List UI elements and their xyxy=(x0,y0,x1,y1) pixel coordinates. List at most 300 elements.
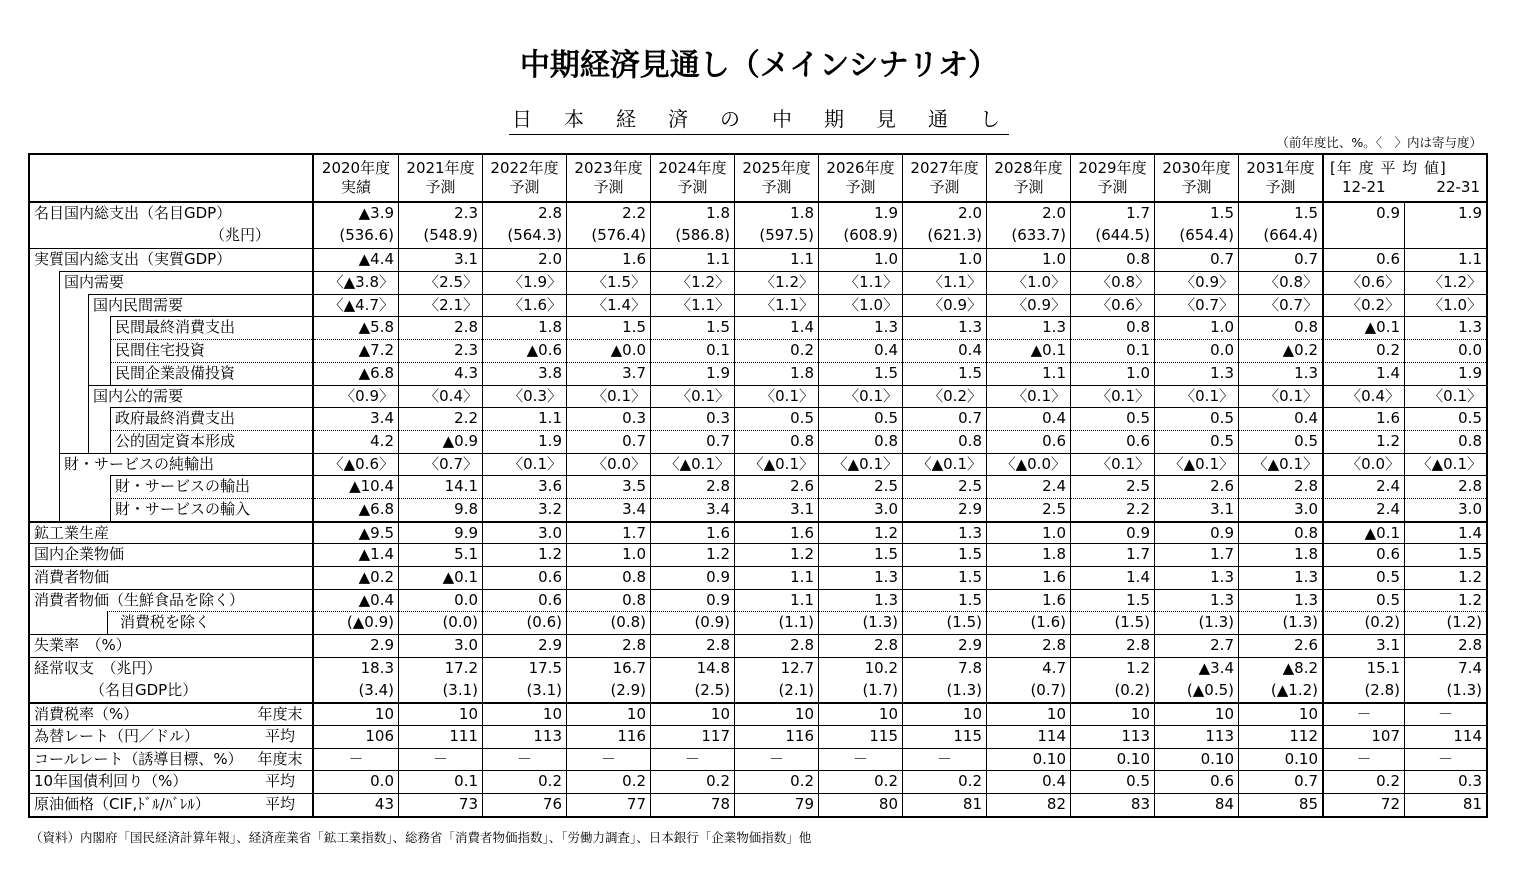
value-cell xyxy=(1070,543,1154,566)
value: 73 xyxy=(458,794,478,813)
value: 2.8 xyxy=(622,636,646,655)
value: 0.9 xyxy=(706,590,730,609)
value-cell xyxy=(902,339,986,362)
value-cell xyxy=(566,543,650,566)
value: 2.6 xyxy=(1294,636,1318,655)
value: 0.5 xyxy=(1210,409,1234,428)
value: 10 xyxy=(626,705,646,724)
row-label-box xyxy=(110,475,312,498)
value-cell xyxy=(566,793,650,816)
row-label-cell xyxy=(30,521,314,544)
value-cell xyxy=(1238,294,1322,317)
average-cell xyxy=(1404,657,1486,702)
value-cell xyxy=(482,702,566,725)
value: 3.8 xyxy=(538,363,562,382)
value-cell xyxy=(1154,339,1238,362)
value-cell xyxy=(1238,702,1322,725)
value-cell xyxy=(734,407,818,430)
row-label-cell xyxy=(30,498,314,521)
value-cell xyxy=(314,566,398,589)
row-label-box xyxy=(110,430,312,453)
average-value: (0.2) xyxy=(1364,613,1400,632)
value: ▲0.1 xyxy=(442,568,478,587)
row-label-box xyxy=(30,521,312,544)
value-cell xyxy=(566,430,650,453)
row-label-cell xyxy=(30,770,314,793)
value-cell xyxy=(650,294,734,317)
average-cell xyxy=(1404,339,1486,362)
average-cell xyxy=(1322,498,1404,521)
estimate-type-label: 予測 xyxy=(1013,178,1044,196)
value-cell xyxy=(986,566,1070,589)
value-cell xyxy=(1070,294,1154,317)
value: 85 xyxy=(1298,794,1318,813)
value-cell xyxy=(734,634,818,657)
average-cell xyxy=(1322,316,1404,339)
value-cell xyxy=(650,316,734,339)
value: 115 xyxy=(953,726,982,745)
value: 78 xyxy=(710,794,730,813)
average-cell xyxy=(1322,521,1404,544)
row-label-box xyxy=(30,702,312,725)
value-cell xyxy=(902,407,986,430)
value: 〈1.9〉 xyxy=(508,273,562,292)
indent-line xyxy=(88,339,89,362)
value: 3.1 xyxy=(1210,499,1234,518)
average-value: 3.1 xyxy=(1376,636,1400,655)
sub-value: (548.9) xyxy=(423,226,478,244)
indent-line xyxy=(59,339,60,362)
row-label: 10年国債利回り（%） xyxy=(34,772,188,791)
average-cell xyxy=(1322,611,1404,634)
value: 1.5 xyxy=(1210,204,1234,222)
value: (1.3) xyxy=(1198,613,1234,632)
value-cell xyxy=(1238,498,1322,521)
average-cell xyxy=(1322,248,1404,271)
value-cell xyxy=(734,793,818,816)
value-cell xyxy=(818,294,902,317)
value: 0.9 xyxy=(706,568,730,587)
value: 〈0.9〉 xyxy=(1180,273,1234,292)
average-value: 2.8 xyxy=(1458,636,1482,655)
value: 〈0.8〉 xyxy=(1264,273,1318,292)
value: ▲7.2 xyxy=(358,341,394,360)
value: 2.5 xyxy=(1126,477,1150,496)
table-row xyxy=(30,657,1486,702)
value-cell xyxy=(734,248,818,271)
sub-value: (536.6) xyxy=(339,226,394,244)
value: 2.9 xyxy=(538,636,562,655)
value-cell xyxy=(314,316,398,339)
value: 2.8 xyxy=(706,477,730,496)
estimate-type-label: 予測 xyxy=(761,178,792,196)
average-value: 1.2 xyxy=(1458,590,1482,609)
value-cell xyxy=(566,770,650,793)
value: 10 xyxy=(794,705,814,724)
table-row xyxy=(30,498,1486,521)
value: 116 xyxy=(617,726,646,745)
row-label-cell xyxy=(30,725,314,748)
value-cell xyxy=(398,725,482,748)
value: 113 xyxy=(1121,726,1150,745)
value-cell xyxy=(398,634,482,657)
average-cell xyxy=(1404,362,1486,385)
value-cell xyxy=(314,407,398,430)
value-cell xyxy=(650,725,734,748)
value-cell xyxy=(734,611,818,634)
value: 117 xyxy=(701,726,730,745)
value-cell xyxy=(398,271,482,294)
sub-value: (3.1) xyxy=(442,680,478,699)
value: 2.9 xyxy=(958,636,982,655)
value-cell xyxy=(818,203,902,248)
value-cell xyxy=(482,543,566,566)
value: (0.8) xyxy=(610,613,646,632)
value-cell xyxy=(482,453,566,476)
value-cell xyxy=(566,407,650,430)
value: 76 xyxy=(542,794,562,813)
average-value: 0.0 xyxy=(1458,341,1482,360)
value-cell xyxy=(902,725,986,748)
average-value: 〈1.0〉 xyxy=(1428,295,1482,314)
row-label-cell xyxy=(30,543,314,566)
value: (0.9) xyxy=(694,613,730,632)
value: 〈1.0〉 xyxy=(1012,273,1066,292)
value: 〈2.1〉 xyxy=(424,295,478,314)
value-cell xyxy=(1154,725,1238,748)
value-cell xyxy=(986,362,1070,385)
average-cell xyxy=(1322,770,1404,793)
value-cell xyxy=(566,521,650,544)
indent-line xyxy=(59,475,60,498)
value-cell xyxy=(734,385,818,408)
value-cell xyxy=(482,748,566,771)
value: 83 xyxy=(1130,794,1150,813)
value: 1.3 xyxy=(874,568,898,587)
value: 0.7 xyxy=(706,431,730,450)
value: 115 xyxy=(869,726,898,745)
value-cell xyxy=(314,271,398,294)
value-cell xyxy=(734,430,818,453)
value: 1.5 xyxy=(958,568,982,587)
average-value: 0.6 xyxy=(1376,250,1400,269)
average-value: 0.5 xyxy=(1376,590,1400,609)
average-value: 114 xyxy=(1453,726,1482,745)
row-label-box xyxy=(30,543,312,566)
value: ▲8.2 xyxy=(1282,658,1318,677)
value-cell xyxy=(1154,521,1238,544)
value: 1.1 xyxy=(790,590,814,609)
value-cell xyxy=(902,702,986,725)
value-cell xyxy=(650,657,734,702)
row-label: 原油価格（CIF,ﾄﾞﾙ/ﾊﾞﾚﾙ） xyxy=(34,794,210,813)
value: ▲5.8 xyxy=(358,318,394,337)
value: 1.3 xyxy=(874,318,898,337)
value-cell xyxy=(398,316,482,339)
value: 0.7 xyxy=(1294,250,1318,269)
value-cell xyxy=(566,453,650,476)
value-cell xyxy=(1070,339,1154,362)
value: 17.2 xyxy=(444,658,478,677)
value: ▲0.1 xyxy=(1030,341,1066,360)
value-cell xyxy=(566,702,650,725)
value-cell xyxy=(818,748,902,771)
value-cell xyxy=(1070,475,1154,498)
value: 1.0 xyxy=(1042,250,1066,269)
value: 1.6 xyxy=(1042,590,1066,609)
value: ▲3.9 xyxy=(358,204,394,222)
value-cell xyxy=(734,702,818,725)
value-cell xyxy=(398,793,482,816)
fiscal-year-label: 2024年度 xyxy=(658,159,727,177)
value: 3.0 xyxy=(538,523,562,542)
value-cell xyxy=(398,702,482,725)
value: 0.6 xyxy=(538,568,562,587)
page-title: 中期経済見通し（メインシナリオ） xyxy=(519,48,999,83)
value-cell xyxy=(902,316,986,339)
table-row xyxy=(30,294,1486,317)
row-label-cell xyxy=(30,407,314,430)
value-cell xyxy=(482,203,566,248)
value: 1.8 xyxy=(538,318,562,337)
value: 2.4 xyxy=(1042,477,1066,496)
value: 0.3 xyxy=(706,409,730,428)
value: 3.0 xyxy=(454,636,478,655)
value-cell xyxy=(650,748,734,771)
average-cell xyxy=(1404,271,1486,294)
table-row xyxy=(30,611,1486,634)
value-cell xyxy=(1154,702,1238,725)
average-cell xyxy=(1404,316,1486,339)
value-cell xyxy=(1070,407,1154,430)
value: 1.1 xyxy=(1042,363,1066,382)
table-row xyxy=(30,407,1486,430)
source-note: （資料）内閣府「国民経済計算年報」、経済産業省「鉱工業指数」、総務省「消費者物価指数」、「労働力調査」、日本銀行「企業物価指数」他 xyxy=(30,830,812,845)
value-cell xyxy=(986,702,1070,725)
value-cell xyxy=(734,589,818,612)
value-cell xyxy=(314,657,398,702)
value-cell xyxy=(1154,589,1238,612)
value: 3.2 xyxy=(538,499,562,518)
value: 3.0 xyxy=(874,499,898,518)
value: 0.4 xyxy=(958,341,982,360)
value-cell xyxy=(734,770,818,793)
value-cell xyxy=(902,611,986,634)
value: 2.6 xyxy=(1210,477,1234,496)
value: 1.7 xyxy=(1126,204,1150,222)
value: 10 xyxy=(542,705,562,724)
value: 0.7 xyxy=(622,431,646,450)
value: 12.7 xyxy=(780,658,814,677)
value: 3.0 xyxy=(1294,499,1318,518)
value: 1.1 xyxy=(706,250,730,269)
average-cell xyxy=(1322,475,1404,498)
sub-value: (0.7) xyxy=(1030,680,1066,699)
average-value: 0.2 xyxy=(1376,772,1400,791)
average-cell xyxy=(1322,634,1404,657)
value-cell xyxy=(398,430,482,453)
value: 1.2 xyxy=(790,545,814,564)
value-cell xyxy=(650,702,734,725)
average-cell xyxy=(1322,725,1404,748)
table-row xyxy=(30,634,1486,657)
value: ▲0.0 xyxy=(610,341,646,360)
average-cell xyxy=(1404,248,1486,271)
value: ▲0.9 xyxy=(442,431,478,450)
table-row xyxy=(30,589,1486,612)
average-cell xyxy=(1322,589,1404,612)
value: － xyxy=(684,749,700,768)
row-label-box xyxy=(30,203,312,248)
value-cell xyxy=(650,498,734,521)
row-label-box xyxy=(88,385,312,408)
value: 〈1.1〉 xyxy=(928,273,982,292)
value-cell xyxy=(1154,407,1238,430)
value: 2.8 xyxy=(538,204,562,222)
indent-line xyxy=(59,362,60,385)
value: 〈▲0.1〉 xyxy=(664,454,730,473)
value: 14.1 xyxy=(444,477,478,496)
value-cell xyxy=(734,453,818,476)
value: 0.8 xyxy=(622,590,646,609)
value-cell xyxy=(1154,770,1238,793)
value: 0.8 xyxy=(874,431,898,450)
value-cell xyxy=(314,634,398,657)
average-cell xyxy=(1322,657,1404,702)
value-cell xyxy=(314,385,398,408)
value-cell xyxy=(818,453,902,476)
value-cell xyxy=(818,702,902,725)
year-header-cell xyxy=(314,155,398,201)
value-cell xyxy=(398,385,482,408)
average-value: 1.6 xyxy=(1376,409,1400,428)
indent-line xyxy=(59,498,60,521)
sub-value: (621.3) xyxy=(927,226,982,244)
estimate-type-label: 予測 xyxy=(1097,178,1128,196)
value: 0.1 xyxy=(706,341,730,360)
value-cell xyxy=(734,521,818,544)
value-cell xyxy=(1154,271,1238,294)
value: 〈0.9〉 xyxy=(1012,295,1066,314)
estimate-type-label: 予測 xyxy=(677,178,708,196)
value-cell xyxy=(1070,362,1154,385)
average-value: 1.2 xyxy=(1458,568,1482,587)
row-label-cell xyxy=(30,657,314,702)
value-cell xyxy=(902,543,986,566)
row-label: 民間企業設備投資 xyxy=(115,363,236,382)
table-row xyxy=(30,430,1486,453)
value: 111 xyxy=(449,726,478,745)
value: 0.9 xyxy=(1126,523,1150,542)
value: 82 xyxy=(1046,794,1066,813)
value: 5.1 xyxy=(454,545,478,564)
value: 1.5 xyxy=(1126,590,1150,609)
average-cell xyxy=(1322,407,1404,430)
value: ▲0.6 xyxy=(526,341,562,360)
value: 1.0 xyxy=(1126,363,1150,382)
value: 112 xyxy=(1289,726,1318,745)
value: (▲0.9) xyxy=(346,613,394,632)
value: 0.2 xyxy=(874,772,898,791)
average-header-cell xyxy=(1322,155,1486,201)
value: 0.6 xyxy=(1210,772,1234,791)
value-cell xyxy=(1070,453,1154,476)
value: 116 xyxy=(785,726,814,745)
value-cell xyxy=(734,543,818,566)
table-row xyxy=(30,453,1486,476)
value-cell xyxy=(1238,748,1322,771)
estimate-type-label: 予測 xyxy=(1265,178,1296,196)
value-cell xyxy=(986,657,1070,702)
value: 1.0 xyxy=(1042,523,1066,542)
year-header-cell xyxy=(818,155,902,201)
value: 2.3 xyxy=(454,204,478,222)
row-label: 財・サービスの純輸出 xyxy=(64,454,215,473)
value-cell xyxy=(1238,362,1322,385)
fiscal-year-label: 2022年度 xyxy=(490,159,559,177)
value-cell xyxy=(1238,657,1322,702)
average-cell xyxy=(1404,566,1486,589)
value-cell xyxy=(986,521,1070,544)
value: 1.0 xyxy=(1210,318,1234,337)
average-cell xyxy=(1322,294,1404,317)
value: 〈1.2〉 xyxy=(760,273,814,292)
value: 1.7 xyxy=(1210,545,1234,564)
average-value: 2.4 xyxy=(1376,499,1400,518)
sub-value: (2.5) xyxy=(694,680,730,699)
value-cell xyxy=(398,453,482,476)
average-cell xyxy=(1404,475,1486,498)
value-cell xyxy=(1238,566,1322,589)
value-cell xyxy=(902,748,986,771)
value: 0.5 xyxy=(1126,409,1150,428)
row-label: 鉱工業生産 xyxy=(34,523,110,542)
value-cell xyxy=(818,385,902,408)
value-cell xyxy=(1238,475,1322,498)
value-cell xyxy=(818,793,902,816)
value-cell xyxy=(734,657,818,702)
indent-line xyxy=(59,385,60,408)
value-cell xyxy=(1238,339,1322,362)
value-cell xyxy=(566,498,650,521)
value: 3.4 xyxy=(622,499,646,518)
value-cell xyxy=(398,566,482,589)
table-row xyxy=(30,339,1486,362)
row-label: 失業率 （%） xyxy=(34,636,131,655)
fiscal-year-label: 2023年度 xyxy=(574,159,643,177)
year-header-cell xyxy=(1070,155,1154,201)
value: (1.1) xyxy=(778,613,814,632)
average-value: 1.4 xyxy=(1458,523,1482,542)
fiscal-year-label: 2026年度 xyxy=(826,159,895,177)
value-cell xyxy=(566,657,650,702)
value: 1.4 xyxy=(790,318,814,337)
row-label-cell xyxy=(30,702,314,725)
sub-value: (576.4) xyxy=(591,226,646,244)
table-row xyxy=(30,362,1486,385)
value-cell xyxy=(1238,770,1322,793)
value-cell xyxy=(398,748,482,771)
value-cell xyxy=(482,475,566,498)
average-value: 1.9 xyxy=(1458,204,1482,222)
forecast-table xyxy=(28,153,1488,818)
table-row xyxy=(30,271,1486,294)
value: 10 xyxy=(1298,705,1318,724)
value-cell xyxy=(902,385,986,408)
value: 81 xyxy=(962,794,982,813)
year-header-cell xyxy=(398,155,482,201)
value-cell xyxy=(818,543,902,566)
